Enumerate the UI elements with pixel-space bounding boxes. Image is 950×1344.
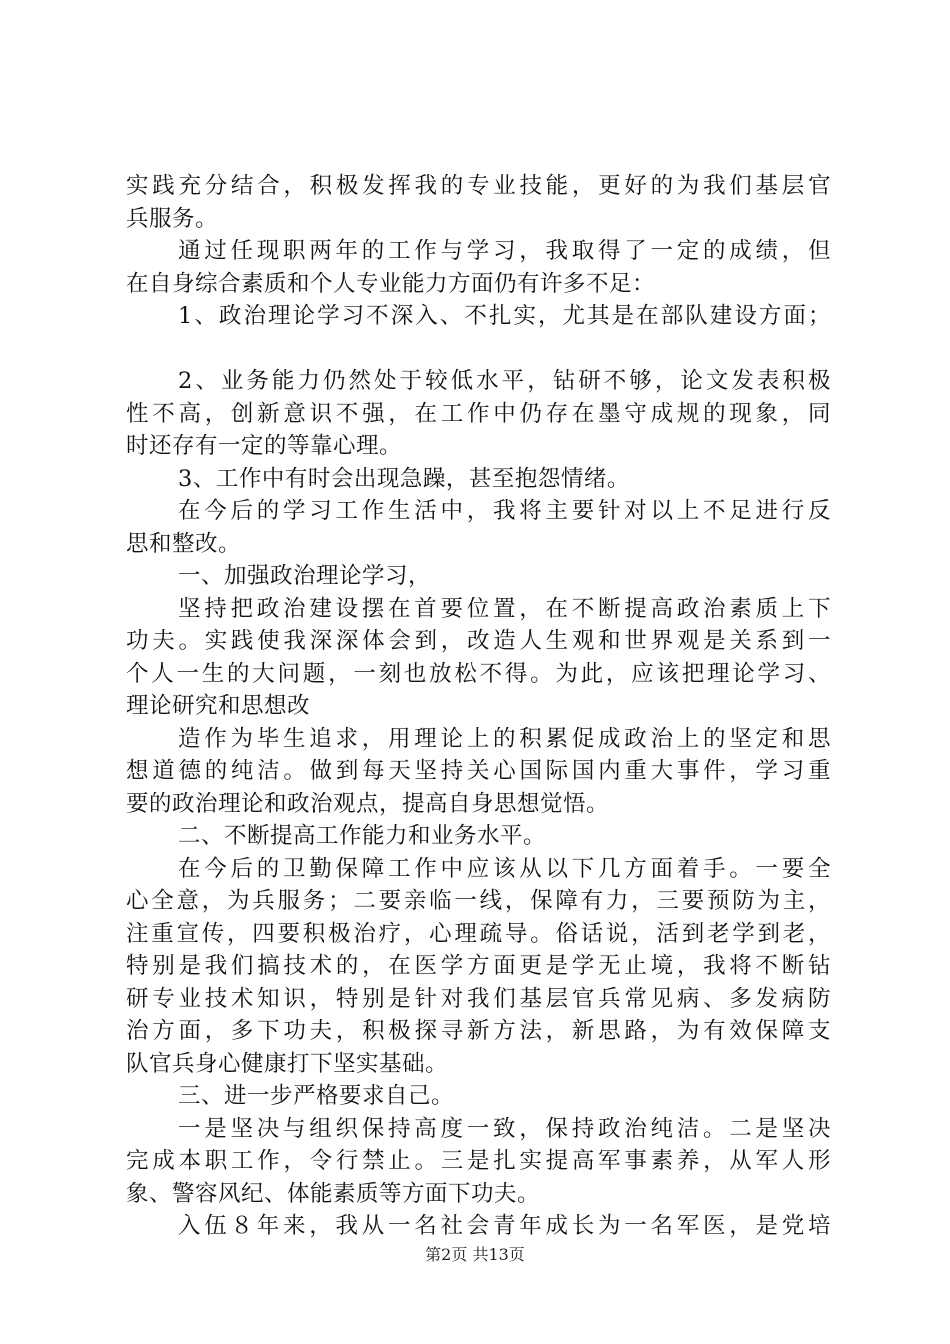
text-line: 研专业技术知识，特别是针对我们基层官兵常见病、多发病防 [126, 985, 831, 1012]
text-line: 思和整改。 [126, 530, 242, 557]
document-body [126, 170, 831, 1243]
text-line: 理论研究和思想改 [126, 693, 311, 719]
text-line: 1、政治理论学习不深入、不扎实，尤其是在部队建设方面； [178, 303, 831, 329]
text-line: 一是坚决与组织保持高度一致，保持政治纯洁。二是坚决 [178, 1115, 831, 1142]
text-line: 三、进一步严格要求自己。 [178, 1083, 455, 1109]
text-line: 实践充分结合，积极发挥我的专业技能，更好的为我们基层官 [126, 173, 831, 199]
text-line: 队官兵身心健康打下坚实基础。 [126, 1050, 449, 1077]
text-line: 通过任现职两年的工作与学习，我取得了一定的成绩，但 [178, 238, 831, 264]
text-line: 2、业务能力仍然处于较低水平，钻研不够，论文发表积极 [178, 368, 831, 394]
text-line: 功夫。实践使我深深体会到，改造人生观和世界观是关系到一 [126, 628, 831, 654]
text-line: 在今后的卫勤保障工作中应该从以下几方面着手。一要全 [178, 855, 831, 882]
text-line: 在今后的学习工作生活中，我将主要针对以上不足进行反 [178, 498, 831, 524]
text-line: 3、工作中有时会出现急躁，甚至抱怨情绪。 [178, 465, 630, 492]
text-line: 坚持把政治建设摆在首要位置，在不断提高政治素质上下 [178, 595, 831, 622]
text-line: 心全意，为兵服务；二要亲临一线，保障有力，三要预防为主， [126, 888, 831, 914]
text-line: 个人一生的大问题，一刻也放松不得。为此，应该把理论学习、 [126, 660, 831, 687]
text-line: 治方面，多下功夫，积极探寻新方法，新思路，为有效保障支 [126, 1018, 831, 1044]
text-line: 一、加强政治理论学习， [178, 563, 432, 589]
page-footer: 第2页 共13页 [425, 1245, 525, 1264]
text-line: 特别是我们搞技术的，在医学方面更是学无止境，我将不断钻 [126, 953, 831, 979]
text-line: 兵服务。 [126, 205, 219, 232]
text-line: 时还存有一定的等靠心理。 [126, 433, 403, 459]
text-line: 造作为毕生追求，用理论上的积累促成政治上的坚定和思 [178, 725, 831, 752]
text-line: 入伍８年来，我从一名社会青年成长为一名军医，是党培 [178, 1213, 831, 1239]
text-line: 完成本职工作，令行禁止。三是扎实提高军事素养，从军人形 [126, 1148, 831, 1174]
text-line: 象、警容风纪、体能素质等方面下功夫。 [126, 1180, 541, 1207]
text-line: 二、不断提高工作能力和业务水平。 [178, 823, 547, 849]
blank-line [126, 333, 831, 366]
text-line: 在自身综合素质和个人专业能力方面仍有许多不足： [126, 270, 656, 297]
text-line: 注重宣传，四要积极治疗，心理疏导。俗话说，活到老学到老， [126, 920, 831, 947]
text-line: 性不高，创新意识不强，在工作中仍存在墨守成规的现象，同 [126, 400, 831, 427]
text-line: 要的政治理论和政治观点，提高自身思想觉悟。 [126, 790, 610, 817]
text-line: 想道德的纯洁。做到每天坚持关心国际国内重大事件，学习重 [126, 758, 831, 784]
